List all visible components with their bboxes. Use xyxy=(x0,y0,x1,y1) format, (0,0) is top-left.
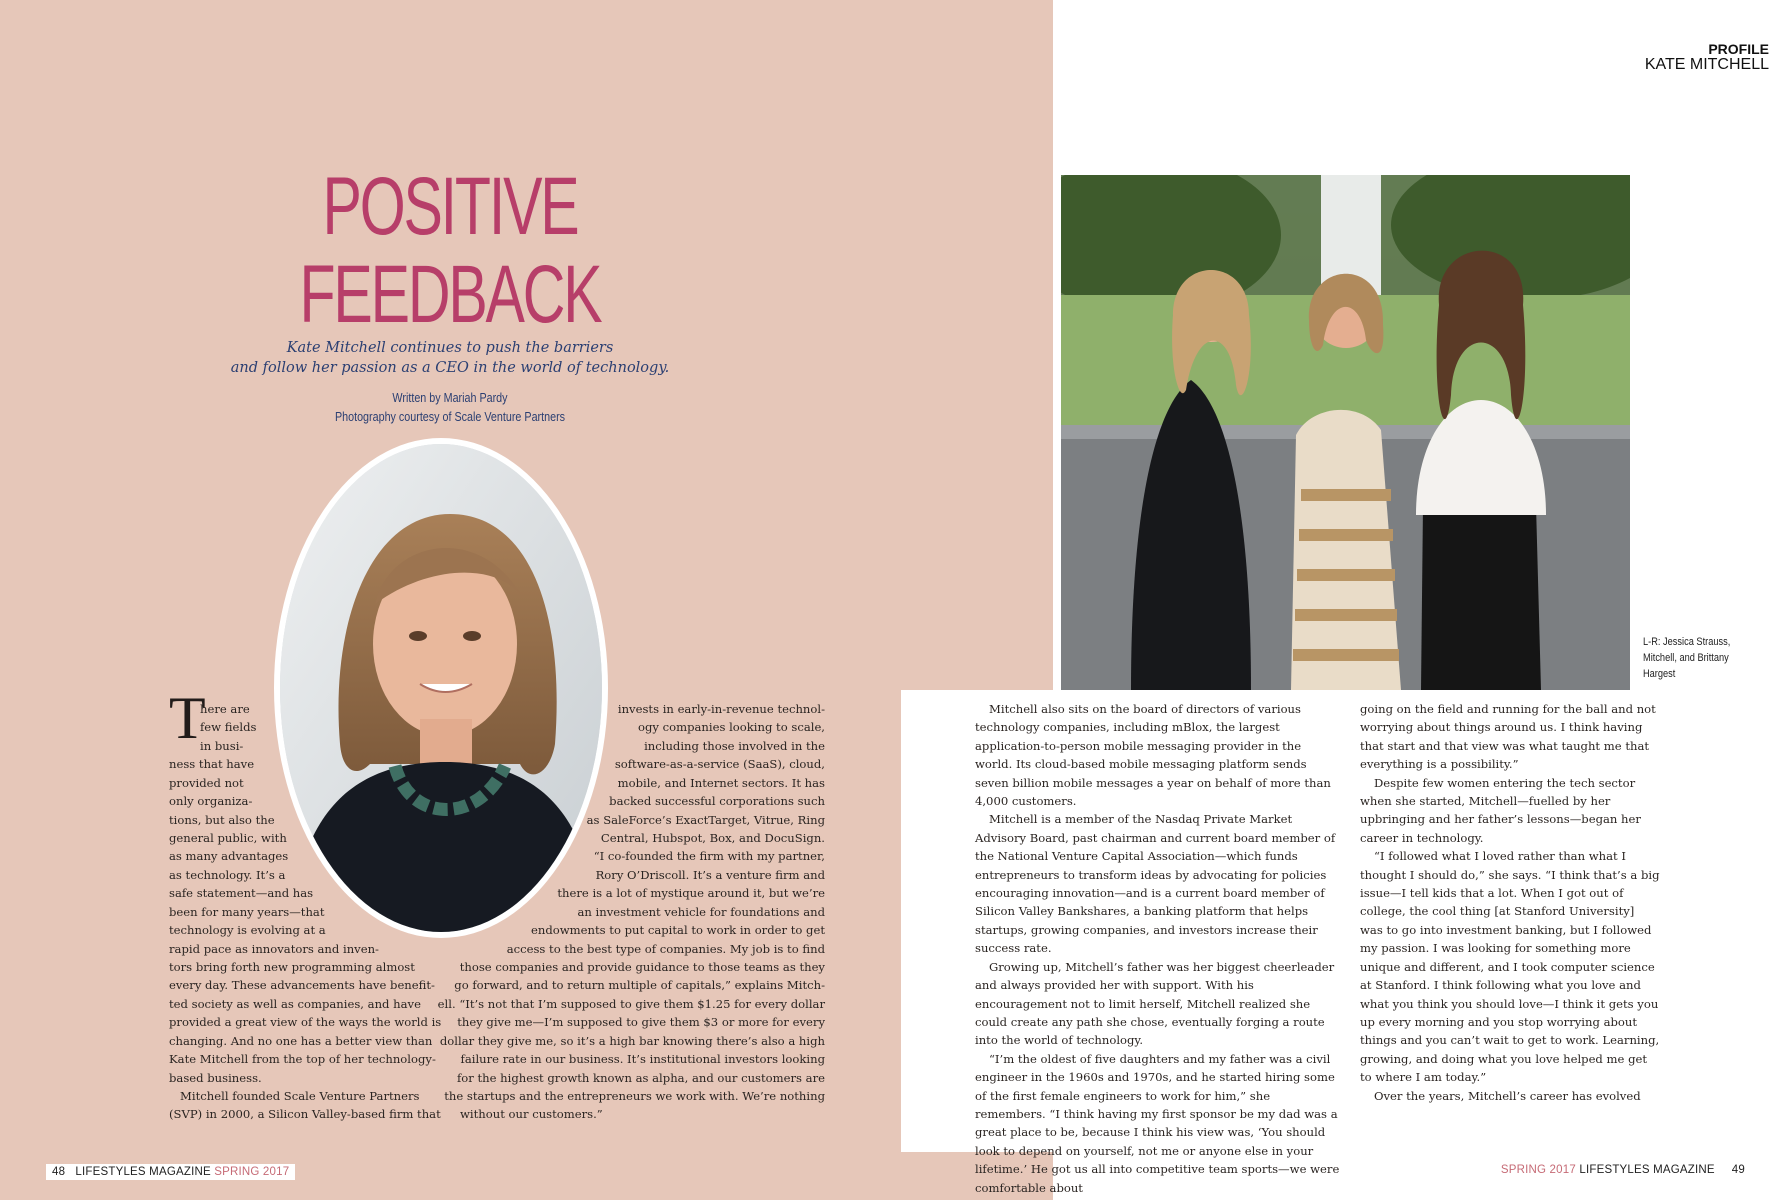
text-line: been for many years—that xyxy=(169,905,325,919)
title-line-1: POSITIVE xyxy=(322,161,578,252)
text-line: based business. xyxy=(169,1071,262,1085)
portrait-photo xyxy=(274,438,608,938)
writer-credit: Written by Mariah Pardy xyxy=(392,391,508,405)
text-line: those companies and provide guidance to those teams as they xyxy=(459,960,825,974)
text-line: dollar they give me, so it’s a high bar knowing there’s also a high xyxy=(439,1034,825,1048)
paragraph: Growing up, Mitchell’s father was her biggest cheerleader and always provided her with support. With his encouragement not to limit herself, Mitchell realized she could create any path she chose, eventually forging a route into the world of technology. xyxy=(975,959,1335,1048)
text-line: an investment vehicle for foundations and xyxy=(577,905,825,919)
text-line: provided not xyxy=(169,776,244,790)
text-line: every day. These advancements have benefit- xyxy=(169,978,435,992)
page-number: 48 xyxy=(52,1166,66,1178)
text-line: ted society as well as companies, and have xyxy=(169,997,421,1011)
portrait-illustration xyxy=(280,444,602,932)
text-line: only organiza- xyxy=(169,794,253,808)
text-line: mobile, and Internet sectors. It has xyxy=(617,776,825,790)
article-body-col3 xyxy=(975,700,1340,1197)
paragraph: Despite few women entering the tech sector when she started, Mitchell—fuelled by her upbringing and her father’s lessons—began her career in technology. xyxy=(1360,775,1641,845)
text-line: ogy companies looking to scale, xyxy=(637,720,825,734)
paragraph: Over the years, Mitchell’s career has evolved xyxy=(1374,1088,1641,1103)
text-line: safe statement—and has xyxy=(169,886,314,900)
text-line: go forward, and to return multiple of capitals,” explains Mitch- xyxy=(454,978,825,992)
text-line: provided a great view of the ways the world is xyxy=(169,1015,442,1029)
text-line: “I co-founded the firm with my partner, xyxy=(593,849,825,863)
article-subtitle xyxy=(210,338,690,378)
text-line: in busi- xyxy=(200,739,244,753)
issue-season: SPRING 2017 xyxy=(1500,1164,1576,1176)
paragraph: Mitchell also sits on the board of directors of various technology companies, including mBlox, the largest application-to-person mobile messaging provider in the world. Its cloud-based mobile messaging platform sends seven billion mobile messages a year on behalf of more than 4,000 customers. xyxy=(975,702,1331,809)
section-kicker: PROFILE xyxy=(1708,41,1769,57)
text-line: few fields xyxy=(200,720,257,734)
paragraph: “I’m the oldest of five daughters and my father was a civil engineer in the 1960s and 1970s, and he started hiring some of the first female engineers to work for him,” she remembers. “I think having my first sponsor be my dad was a great place to be, because I think his view was, ‘You should look to depend on yourself, not me or anyone else in your lifetime.’ He got us all into competitive team sports—we were comfortable about xyxy=(975,1051,1340,1195)
text-line: (SVP) in 2000, a Silicon Valley-based firm that xyxy=(169,1107,441,1121)
text-line: endowments to put capital to work in order to get xyxy=(531,923,825,937)
text-line: backed successful corporations such xyxy=(609,794,825,808)
drop-cap: T xyxy=(169,685,206,751)
text-line: ell. “It’s not that I’m supposed to give them $1.25 for every dollar xyxy=(437,997,825,1011)
text-line: invests in early-in-revenue technol- xyxy=(617,702,825,716)
text-line: Mitchell founded Scale Venture Partners xyxy=(169,1089,420,1103)
text-line: as many advantages xyxy=(169,849,289,863)
text-line: including those involved in the xyxy=(644,739,825,753)
photo-credit: Photography courtesy of Scale Venture Partners xyxy=(334,410,566,424)
paragraph: going on the field and running for the ball and not worrying about things around us. I think having that start and that view was what taught me that everything is a possibility.” xyxy=(1360,702,1656,772)
section-subject: KATE MITCHELL xyxy=(1644,56,1769,73)
folio-right xyxy=(1501,1164,1745,1176)
text-line: Central, Hubspot, Box, and DocuSign. xyxy=(600,831,825,845)
magazine-name: LIFESTYLES MAGAZINE xyxy=(1579,1164,1715,1176)
text-line: changing. And no one has a better view than xyxy=(169,1034,433,1048)
text-line: tions, but also the xyxy=(169,813,275,827)
group-photo xyxy=(1061,175,1630,690)
photo-caption: L-R: Jessica Strauss, Mitchell, and Brittany Hargest xyxy=(1643,636,1731,680)
text-line: technology is evolving at a xyxy=(169,923,326,937)
text-line: they give me—I’m supposed to give them $3 or more for every xyxy=(457,1015,825,1029)
issue-season: SPRING 2017 xyxy=(214,1166,290,1178)
text-line: access to the best type of companies. My job is to find xyxy=(506,942,825,956)
text-line: here are xyxy=(200,702,250,716)
page-number: 49 xyxy=(1731,1164,1745,1176)
text-line: ness that have xyxy=(169,757,255,771)
text-line: tors bring forth new programming almost xyxy=(169,960,415,974)
text-line: as SaleForce’s ExactTarget, Vitrue, Ring xyxy=(586,813,825,827)
text-line: without our customers.” xyxy=(460,1107,603,1121)
text-line: software-as-a-service (SaaS), cloud, xyxy=(614,757,825,771)
section-header xyxy=(1645,42,1769,72)
text-line: there is a lot of mystique around it, but we’re xyxy=(557,886,825,900)
text-line: as technology. It’s a xyxy=(169,868,286,882)
folio-left xyxy=(46,1164,295,1180)
text-line: rapid pace as innovators and inven- xyxy=(169,942,379,956)
byline xyxy=(261,389,639,427)
subtitle-line-2: and follow her passion as a CEO in the world of technology. xyxy=(230,360,670,376)
text-line: failure rate in our business. It’s institutional investors looking xyxy=(460,1052,825,1066)
paragraph: “I followed what I loved rather than what I thought I should do,” she says. “I think that’s a big issue—I tell kids that a lot. When I got out of college, the cool thing [at Stanford University] was to go into investment banking, but I followed my passion. I was looking for something more unique and different, and I took computer science at Stanford. I think following what you love and what you think you should love—I think it gets you up every morning and you stop worrying about things and you can’t wait to get to work. Learning, growing, and doing what you love helped me get to where I am today.” xyxy=(1360,849,1660,1085)
article-body-col4 xyxy=(1360,700,1660,1105)
magazine-name: LIFESTYLES MAGAZINE xyxy=(75,1166,211,1178)
text-line: for the highest growth known as alpha, and our customers are xyxy=(456,1071,825,1085)
article-title xyxy=(284,163,615,339)
group-photo-illustration xyxy=(1061,175,1630,690)
text-line: the startups and the entrepreneurs we work with. We’re nothing xyxy=(444,1089,825,1103)
text-line: Kate Mitchell from the top of her technology- xyxy=(169,1052,436,1066)
text-line: Rory O’Driscoll. It’s a venture firm and xyxy=(595,868,825,882)
text-line: general public, with xyxy=(169,831,287,845)
title-line-2: FEEDBACK xyxy=(299,249,601,340)
paragraph: Mitchell is a member of the Nasdaq Private Market Advisory Board, past chairman and current board member of the National Venture Capital Association—which funds entrepreneurs to transform ideas by advocating for policies encouraging innovation—and is a current board member of Silicon Valley Bankshares, a banking platform that helps startups, growing companies, and investors increase their success rate. xyxy=(975,812,1336,956)
subtitle-line-1: Kate Mitchell continues to push the barriers xyxy=(286,340,614,356)
